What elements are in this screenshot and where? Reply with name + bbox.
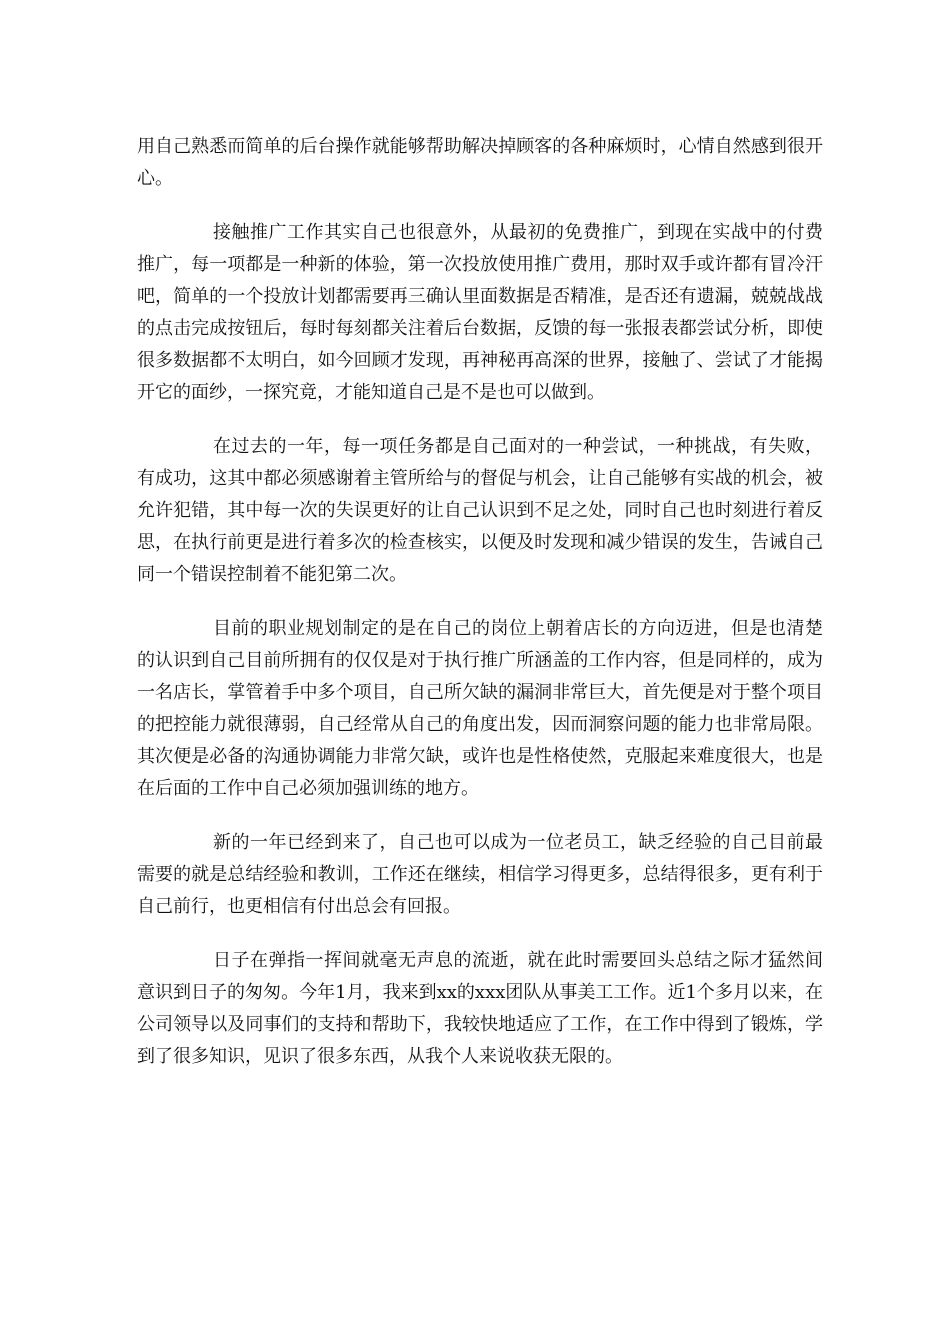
paragraph-career-plan: 目前的职业规划制定的是在自己的岗位上朝着店长的方向迈进，但是也清楚的认识到自己目前所拥有的仅仅是对于执行推广所涵盖的工作内容，但是同样的，成为一名店长，掌管着手中多个项目，自己所欠缺的漏洞非常巨大，首先便是对于整个项目的把控能力就很薄弱，自己经常从自己的角度出发，因而洞察问题的能力也非常局限。其次便是必备的沟通协调能力非常欠缺，或许也是性格使然，克服起来难度很大，也是在后面的工作中自己必须加强训练的地方。 [137, 618, 823, 799]
paragraph-summary: 日子在弹指一挥间就毫无声息的流逝，就在此时需要回头总结之际才猛然间意识到日子的匆匆。今年1月，我来到xx的xxx团队从事美工工作。近1个多月以来，在公司领导以及同事们的支持和帮助下，我较快地适应了工作，在工作中得到了锻炼，学到了很多知识，见识了很多东西，从我个人来说收获无限的。 [137, 950, 823, 1067]
document-body [137, 131, 823, 1095]
paragraph-past-year: 在过去的一年，每一项任务都是自己面对的一种尝试，一种挑战，有失败，有成功，这其中都必须感谢着主管所给与的督促与机会，让自己能够有实战的机会，被允许犯错，其中每一次的失误更好的让自己认识到不足之处，同时自己也时刻进行着反思，在执行前更是进行着多次的检查核实，以便及时发现和减少错误的发生，告诫自己同一个错误控制着不能犯第二次。 [137, 436, 823, 585]
paragraph-continuation: 用自己熟悉而简单的后台操作就能够帮助解决掉顾客的各种麻烦时，心情自然感到很开心。 [137, 136, 823, 189]
paragraph-new-year: 新的一年已经到来了，自己也可以成为一位老员工，缺乏经验的自己目前最需要的就是总结经验和教训，工作还在继续，相信学习得更多，总结得很多，更有利于自己前行，也更相信有付出总会有回报。 [137, 832, 823, 917]
paragraph-promotion-experience: 接触推广工作其实自己也很意外，从最初的免费推广，到现在实战中的付费推广，每一项都是一种新的体验，第一次投放使用推广费用，那时双手或许都有冒冷汗吧，简单的一个投放计划都需要再三确认里面数据是否精准，是否还有遗漏，兢兢战战的点击完成按钮后，每时每刻都关注着后台数据，反馈的每一张报表都尝试分析，即使很多数据都不太明白，如今回顾才发现，再神秘再高深的世界，接触了、尝试了才能揭开它的面纱，一探究竟，才能知道自己是不是也可以做到。 [137, 222, 823, 403]
